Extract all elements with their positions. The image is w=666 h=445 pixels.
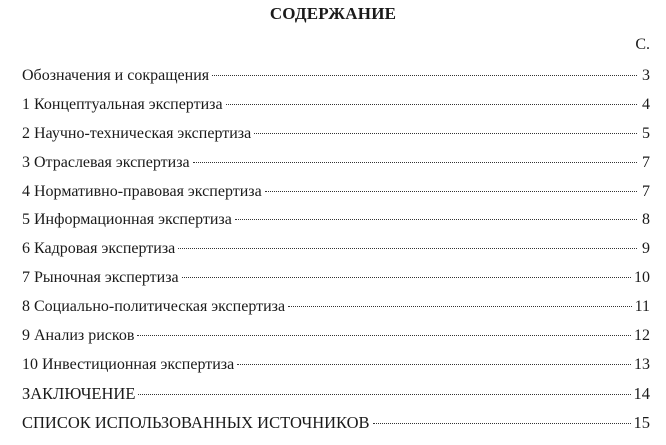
dot-leader [212, 75, 637, 76]
dot-leader [138, 394, 630, 395]
toc-entry-label: 5 Информационная экспертиза [22, 211, 232, 229]
toc-entry-page: 14 [633, 383, 650, 403]
page-title: СОДЕРЖАНИЕ [269, 4, 397, 23]
toc-entry-label: 9 Анализ рисков [22, 327, 135, 345]
toc-entry [22, 293, 650, 322]
toc-entry [22, 409, 650, 438]
dot-leader [182, 277, 631, 278]
toc-entry-label: 6 Кадровая экспертиза [22, 240, 176, 258]
toc-entry [22, 206, 650, 235]
toc-entry-page: 5 [642, 124, 650, 142]
toc-entry [22, 264, 650, 293]
dot-leader [226, 104, 637, 105]
dot-leader [373, 423, 631, 424]
toc-entry [22, 149, 650, 178]
toc-entry [22, 62, 650, 91]
toc-entry-label: 7 Рыночная экспертиза [22, 269, 179, 287]
toc-entry-page: 8 [642, 211, 650, 229]
dot-leader [178, 248, 637, 249]
toc-entry-label: 1 Концептуальная экспертиза [22, 95, 223, 113]
toc-entry-page: 13 [634, 355, 650, 373]
toc-entry-page: 12 [634, 327, 650, 345]
toc-entry-page: 15 [633, 412, 650, 432]
toc-entry-label: 3 Отраслевая экспертиза [22, 153, 190, 171]
table-of-contents [22, 62, 650, 438]
toc-entry-label: 10 Инвестиционная экспертиза [22, 355, 235, 373]
dot-leader [237, 364, 631, 365]
toc-entry-label: 8 Социально-политическая экспертиза [22, 298, 286, 316]
toc-entry [22, 178, 650, 207]
dot-leader [265, 191, 637, 192]
toc-entry [22, 351, 650, 380]
dot-leader [254, 133, 637, 134]
toc-entry-label: 2 Научно-техническая экспертиза [22, 124, 252, 142]
dot-leader [193, 162, 637, 163]
dot-leader [235, 219, 637, 220]
toc-entry-label: Обозначения и сокращения [22, 67, 210, 84]
toc-entry-page: 7 [642, 182, 650, 200]
page-column-label: С. [635, 36, 650, 53]
toc-entry [22, 120, 650, 149]
toc-entry-page: 11 [634, 298, 650, 316]
toc-entry-page: 7 [642, 153, 650, 171]
dot-leader [288, 306, 632, 307]
toc-entry [22, 322, 650, 351]
toc-entry-page: 3 [642, 67, 650, 84]
toc-entry-page: 4 [642, 95, 650, 113]
toc-entry [22, 380, 650, 409]
toc-entry-page: 10 [634, 269, 650, 287]
dot-leader [137, 335, 631, 336]
toc-entry [22, 91, 650, 120]
toc-entry-label: 4 Нормативно-правовая экспертиза [22, 182, 262, 200]
toc-entry [22, 235, 650, 264]
toc-entry-label: СПИСОК ИСПОЛЬЗОВАННЫХ ИСТОЧНИКОВ [22, 412, 370, 432]
toc-entry-page: 9 [642, 240, 650, 258]
toc-entry-label: ЗАКЛЮЧЕНИЕ [22, 383, 136, 403]
